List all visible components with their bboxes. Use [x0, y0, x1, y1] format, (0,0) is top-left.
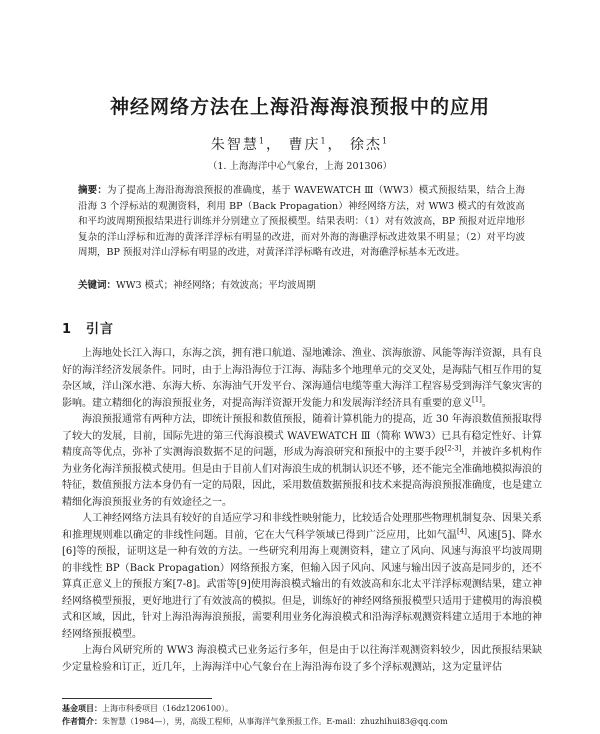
section-heading	[62, 318, 114, 337]
author-name: 曹庆	[288, 137, 321, 153]
author-affiliation-mark: 1	[320, 136, 328, 146]
author-separator: ，	[266, 137, 282, 153]
paragraph	[62, 412, 542, 511]
keywords	[78, 278, 525, 293]
author-name: 徐杰	[350, 137, 382, 153]
footnote-divider	[62, 698, 212, 699]
fund-label: 基金项目：	[62, 704, 102, 713]
author-bio-text: 朱智慧（1984—），男，高级工程师，从事海洋气象预报工作。E-mail：zhuzhihui83@qq.com	[102, 717, 448, 726]
abstract-text: 为了提高上海沿海海浪预报的准确度，基于 WAVEWATCH Ⅲ（WW3）模式预报结果，结合上海沿海 3 个浮标站的观测资料，利用 BP（Back Propagation）神经网络方法，对 WW3 模式的有效波高和平均波周期预报结果进行训练并分别建立了预报模型。结果表明：（1）对有效波高，BP 预报对近岸地形复杂的洋山浮标和近海的黄泽洋浮标有明显的改进，而对外海的海礁浮标改进效果不明显；（2）对平均波周期，BP 预报对洋山浮标有明显的改进，对黄泽洋浮标略有改进，对海礁浮标基本无改进。	[78, 185, 525, 258]
paragraph-text: 上海地处长江入海口，东海之滨，拥有港口航道、湿地滩涂、渔业、滨海旅游、风能等海洋资源，具有良好的海洋经济发展条件。同时，由于上海沿海位于江海、海陆多个地理单元的交叉处，是海陆气相互作用的复杂区域，洋山深水港、东海大桥、东海油气开发平台、深海通信电缆等重大海洋工程容易受到海洋气象灾害的影响。建立精细化的海浪预报业务，对提高海洋资源开发能力和发展海洋经济具有重要的意义	[62, 348, 542, 409]
keywords-text: WW3 模式；神经网络；有效波高；平均波周期	[116, 280, 316, 291]
author-name: 朱智慧	[210, 137, 259, 153]
paragraph-text: 、风速[5]、降水[6]等的预报，证明这是一种有效的方法。一些研究利用海上观测资料，建立了风向、风速与海浪平均波周期的非线性 BP（Back Propagation）网络预报方案，但输入因子风向、风速与输出因子波高是同步的，还不算真正意义上的预报方案[7-8]。武雷等[9]使用海浪模式输出的有效波高和东北太平洋浮标观测结果，建立神经网络模型预报，更好地进行了有效波高的模拟。但是，训练好的神经网络预报模型只适用于建模用的海浪模式和区域，因此，针对上海沿海海浪预报，需要利用业务化海浪模式和沿海浮标观测资料建立适用于本地的神经网络预报模型。	[62, 529, 543, 640]
abstract	[78, 183, 525, 261]
abstract-label: 摘要：	[78, 185, 108, 196]
affiliation: （1. 上海海洋中心气象台，上海 201306）	[207, 161, 393, 172]
citation: [1]	[472, 395, 482, 404]
author-footnote	[62, 715, 542, 728]
paragraph-text: 人工神经网络方法具有较好的自适应学习和非线性映射能力，比较适合处理那些物理机制复杂、因果关系和推理规则难以确定的非线性问题。目前，它在大气科学领域已得到广泛应用，比如气温	[62, 513, 542, 541]
page-title: 神经网络方法在上海沿海海浪预报中的应用	[109, 96, 490, 118]
author-bio-label: 作者简介：	[62, 717, 102, 726]
author-affiliation-mark: 1	[382, 136, 390, 146]
citation: [4]	[457, 527, 467, 536]
keywords-label: 关键词：	[78, 280, 117, 291]
paragraph-text: 。	[481, 397, 492, 409]
section-title-text: 引言	[86, 322, 115, 337]
paragraph	[62, 346, 542, 412]
paragraph	[62, 511, 542, 643]
paragraph-text: 海浪预报通常有两种方法，即统计预报和数值预报，随着计算机能力的提高，近 30 年海浪数值预报取得了较大的发展，目前，国际先进的第三代海浪模式 WAVEWATCH Ⅲ（简称 WW3）已具有稳定性好、计算精度高等优点，弥补了实测海浪数据不足的问题，形成为海浪研究和预报中的主要手段	[62, 414, 542, 458]
paragraph-text: 上海台风研究所的 WW3 海浪模式已业务运行多年，但是由于以往海洋观测资料较少，因此预报结果缺少定量检验和订正，近几年，上海海洋中心气象台在上海沿海布设了多个浮标观测站，这为定量评估	[62, 645, 542, 673]
section-number: 1	[62, 322, 73, 337]
author-separator: ，	[327, 137, 344, 153]
body-text	[62, 346, 542, 676]
author-affiliation-mark: 1	[258, 136, 266, 146]
author-list	[0, 134, 600, 154]
fund-footnote	[62, 702, 542, 715]
citation: [2-3]	[444, 444, 462, 453]
paragraph	[62, 643, 542, 676]
footnotes	[62, 702, 542, 728]
paragraph-text: ，并被许多机构作为业务化海洋预报模式使用。但是由于目前人们对海浪生成的机制认识还不够，还不能完全准确地模拟海浪的特征，数值预报方法本身仍有一定的局限，因此，采用数值数据预报和技术来提高海浪预报准确度，也是建立精细化海浪预报业务的有效途径之一。	[62, 447, 543, 508]
fund-text: 上海市科委项目（16dz1206100）。	[102, 704, 234, 713]
